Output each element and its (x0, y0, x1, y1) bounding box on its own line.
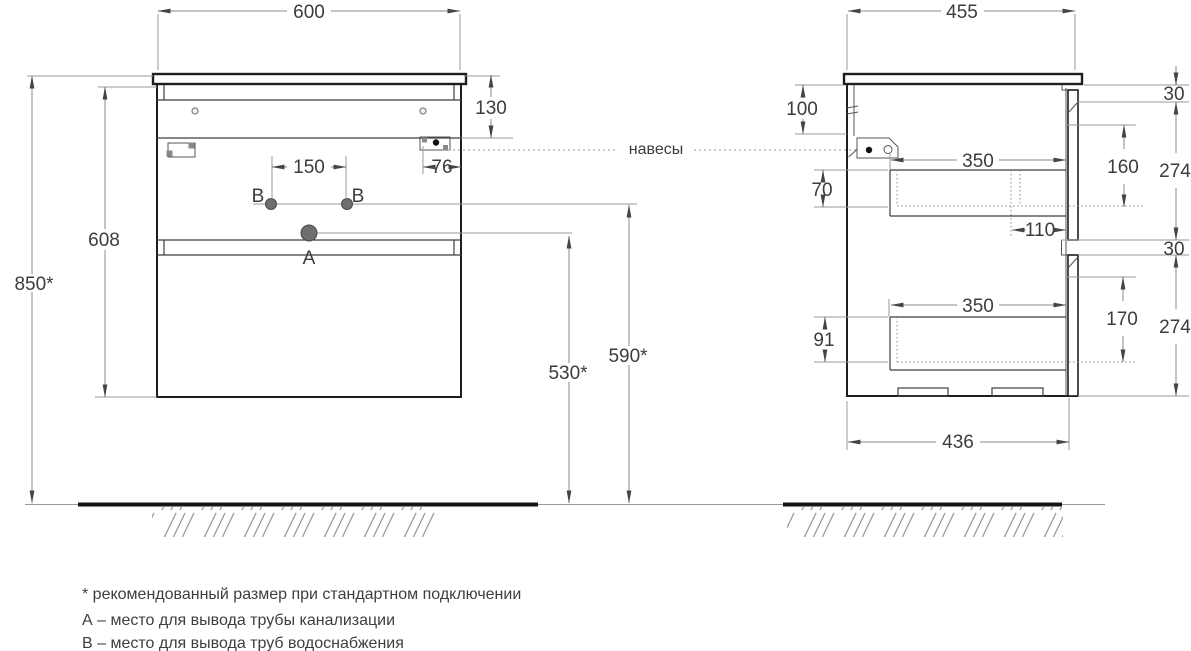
dim-top-to-hanger: 130 (475, 98, 507, 119)
legend-b: В – место для вывода труб водоснабжения (82, 635, 404, 651)
dim-hanger-offset: 76 (431, 157, 453, 178)
dim-middle-gap: 30 (1163, 239, 1185, 260)
side-view-cabinet (844, 74, 1145, 397)
bottom-spacer-right (992, 388, 1043, 396)
dim-total-height: 850* (14, 274, 54, 295)
drawer-front-top (1068, 90, 1078, 240)
dim-bottom-depth: 436 (942, 432, 974, 453)
front-view-cabinet (153, 74, 637, 397)
drawer-front-bottom (1068, 255, 1078, 396)
dim-drawer2-depth: 350 (962, 296, 994, 317)
screw-hole-left (192, 108, 198, 114)
dim-drawer2-offset: 91 (813, 330, 835, 351)
dim-front-width: 600 (293, 2, 325, 23)
floor-hatching-right (787, 507, 1063, 537)
dim-drawer1-inner-height: 160 (1107, 157, 1139, 178)
hole-label-b-right: В (351, 186, 365, 207)
dim-top-gap: 30 (1163, 84, 1185, 105)
hangers-callout (443, 141, 856, 158)
dim-drawer1-offset: 70 (811, 180, 833, 201)
legend-note: * рекомендованный размер при стандартном подключении (82, 586, 522, 603)
dim-drain-height: 530* (548, 363, 588, 384)
dim-water-height: 590* (608, 346, 648, 367)
legend-a: А – место для вывода трубы канализации (82, 612, 396, 629)
drawer-box-bottom (890, 317, 1135, 370)
countertop-front (153, 74, 466, 84)
dim-front2-height: 274 (1159, 317, 1191, 338)
dim-drawer1-depth: 350 (962, 151, 994, 172)
dim-cabinet-height: 608 (88, 230, 120, 251)
dim-holes-spacing: 150 (293, 157, 325, 178)
dim-slide-offset: 110 (1024, 220, 1056, 241)
hangers-label: навесы (628, 141, 684, 158)
dim-front1-height: 274 (1159, 161, 1191, 182)
drain-hole (301, 225, 317, 241)
dim-depth: 455 (946, 2, 978, 23)
countertop-side (844, 74, 1082, 84)
hole-label-b-left: В (251, 186, 265, 207)
dim-hanger-from-top: 100 (786, 99, 818, 120)
screw-hole-right (420, 108, 426, 114)
bottom-spacer-left (898, 388, 948, 396)
hole-label-a: А (302, 248, 316, 269)
dim-drawer2-inner-height: 170 (1106, 309, 1138, 330)
legend (82, 586, 521, 651)
floor-hatching-left (152, 507, 440, 537)
wall-hanger-side (849, 138, 899, 158)
floor-line (25, 505, 1105, 538)
water-hole-left (266, 199, 277, 210)
